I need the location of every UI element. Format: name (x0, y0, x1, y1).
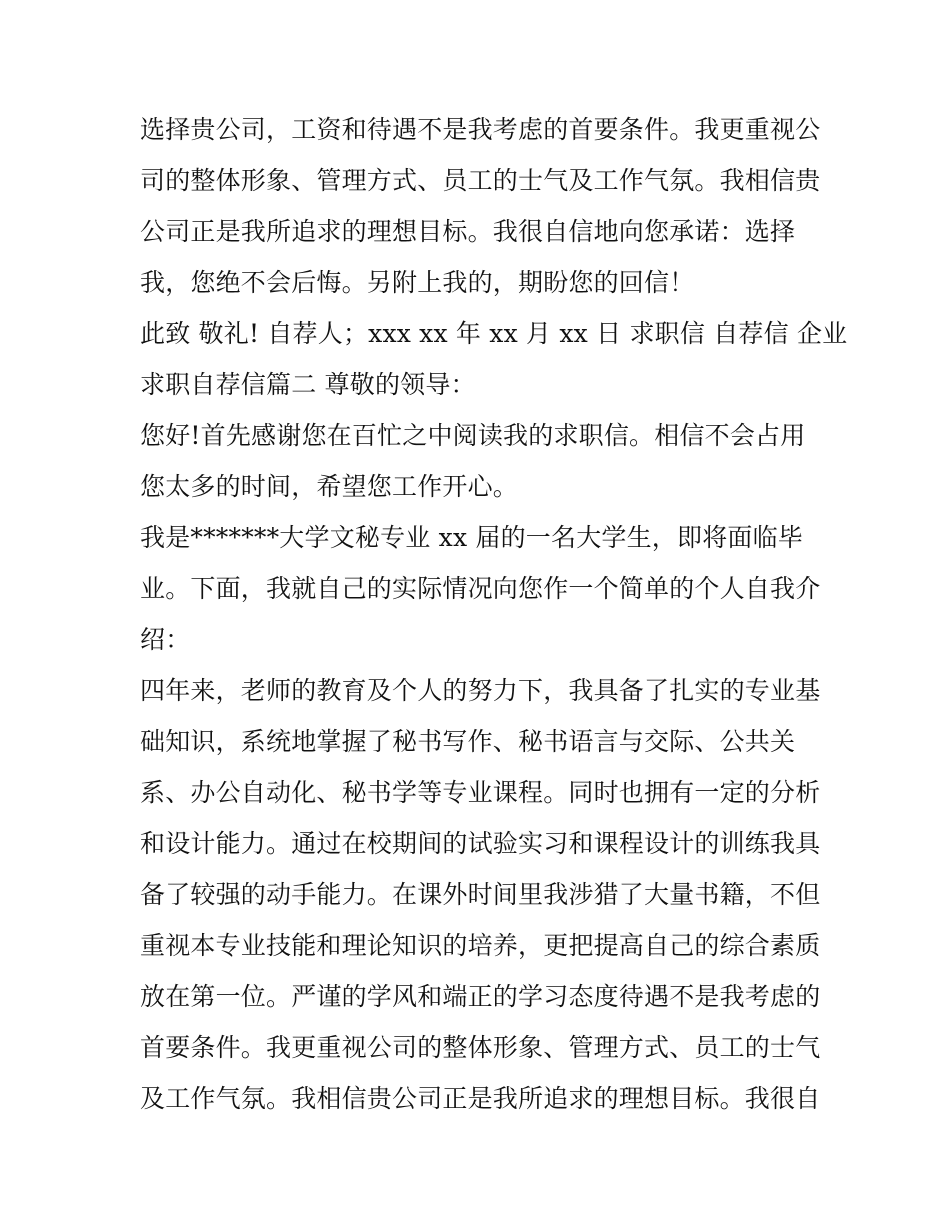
document-body (140, 104, 848, 1124)
text-line: 备了较强的动手能力。在课外时间里我涉猎了大量书籍，不但 (140, 880, 821, 909)
text-line: 求职自荐信篇二 尊敬的领导： (140, 370, 476, 399)
text-line: 此致 敬礼! 自荐人；xxx xx 年 xx 月 xx 日 求职信 自荐信 企业 (140, 319, 848, 348)
text-line: 您太多的时间，希望您工作开心。 (140, 472, 519, 501)
text-line: 我，您绝不会后悔。另附上我的，期盼您的回信！ (140, 268, 695, 297)
text-line: 重视本专业技能和理论知识的培养，更把提高自己的综合素质 (140, 931, 821, 960)
text-line: 司的整体形象、管理方式、员工的士气及工作气氛。我相信贵 (140, 166, 821, 195)
text-line: 首要条件。我更重视公司的整体形象、管理方式、员工的士气 (140, 1033, 821, 1062)
text-line: 四年来，老师的教育及个人的努力下，我具备了扎实的专业基 (140, 676, 821, 705)
text-line: 公司正是我所追求的理想目标。我很自信地向您承诺：选择 (140, 217, 796, 246)
text-line: 放在第一位。严谨的学风和端正的学习态度待遇不是我考虑的 (140, 982, 821, 1011)
text-line: 我是*******大学文秘专业 xx 届的一名大学生，即将面临毕 (140, 523, 803, 552)
text-line: 系、办公自动化、秘书学等专业课程。同时也拥有一定的分析 (140, 778, 821, 807)
text-line: 业。下面，我就自己的实际情况向您作一个简单的个人自我介 (140, 574, 821, 603)
text-line: 础知识，系统地掌握了秘书写作、秘书语言与交际、公共关 (140, 727, 796, 756)
text-line: 和设计能力。通过在校期间的试验实习和课程设计的训练我具 (140, 829, 821, 858)
text-line: 您好!首先感谢您在百忙之中阅读我的求职信。相信不会占用 (140, 421, 806, 450)
text-line: 及工作气氛。我相信贵公司正是我所追求的理想目标。我很自 (140, 1084, 821, 1113)
text-line: 选择贵公司，工资和待遇不是我考虑的首要条件。我更重视公 (140, 115, 821, 144)
text-line: 绍： (140, 625, 191, 654)
